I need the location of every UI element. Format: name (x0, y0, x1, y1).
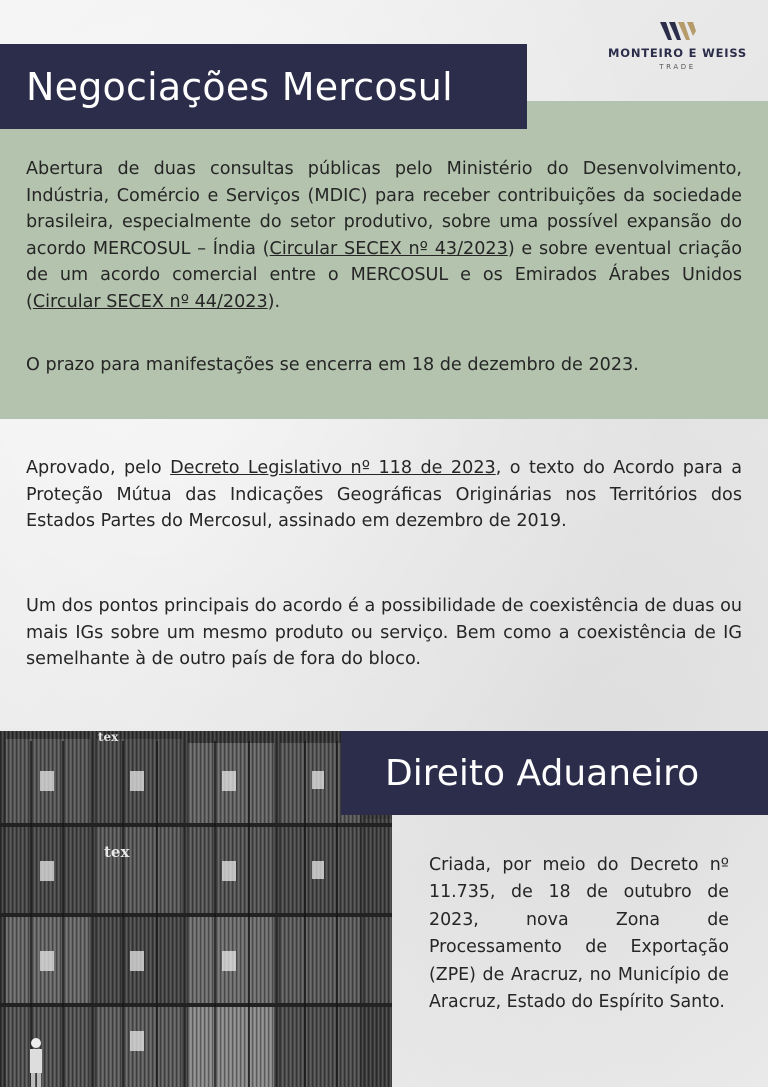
shipping-containers-photo (0, 731, 392, 1087)
logo-mark-icon (660, 20, 696, 42)
paragraph-consultas (26, 156, 742, 316)
link-decreto-legislativo[interactable]: Decreto Legislativo nº 118 de 2023 (170, 458, 496, 478)
section-title: Negociações Mercosul (26, 64, 453, 109)
link-circular-43[interactable]: Circular SECEX nº 43/2023 (269, 238, 508, 259)
text-run: Aprovado, pelo (26, 458, 171, 478)
container-label: tex (104, 843, 130, 861)
section-header-aduaneiro (341, 731, 768, 815)
logo-subtitle: TRADE (659, 63, 696, 71)
container-label: tex (98, 731, 119, 744)
paragraph-prazo: O prazo para manifestações se encerra em 18 de dezembro de 2023. (26, 355, 639, 375)
link-circular-44[interactable]: Circular SECEX nº 44/2023 (32, 291, 268, 312)
section-header-mercosul (0, 44, 527, 129)
paragraph-acordo-ig (26, 455, 742, 535)
company-logo (600, 20, 755, 71)
section-title: Direito Aduaneiro (385, 752, 700, 794)
containers-image (0, 731, 392, 1087)
text-run: ) e sobre eventual criação de um acordo comercial entre o MERCOSUL e os Emirados Árabes Unidos ( (26, 238, 742, 312)
text-run: Abertura de duas consultas públicas pelo Ministério do Desenvolvimento, Indústria, Comércio e Serviços (MDIC) para receber contribuições da sociedade brasileira, especialmente do setor produtivo, sobre uma possível expansão do acordo MERCOSUL – Índia ( (26, 159, 742, 259)
text-run: , o texto do Acordo para a Proteção Mútua das Indicações Geográficas Originárias nos Territórios dos Estados Partes do Mercosul, assinado em dezembro de 2019. (26, 458, 742, 532)
paragraph-zpe-aracruz: Criada, por meio do Decreto nº 11.735, de 18 de outubro de 2023, nova Zona de Processamento de Exportação (ZPE) de Aracruz, no Município de Aracruz, Estado do Espírito Santo. (429, 855, 729, 1013)
text-run: ). (267, 291, 281, 312)
logo-name: MONTEIRO E WEISS (608, 46, 747, 60)
paragraph-coexistencia: Um dos pontos principais do acordo é a possibilidade de coexistência de duas ou mais IGs sobre um mesmo produto ou serviço. Bem como a coexistência de IG semelhante à de outro país de fora do bloco. (26, 596, 742, 670)
